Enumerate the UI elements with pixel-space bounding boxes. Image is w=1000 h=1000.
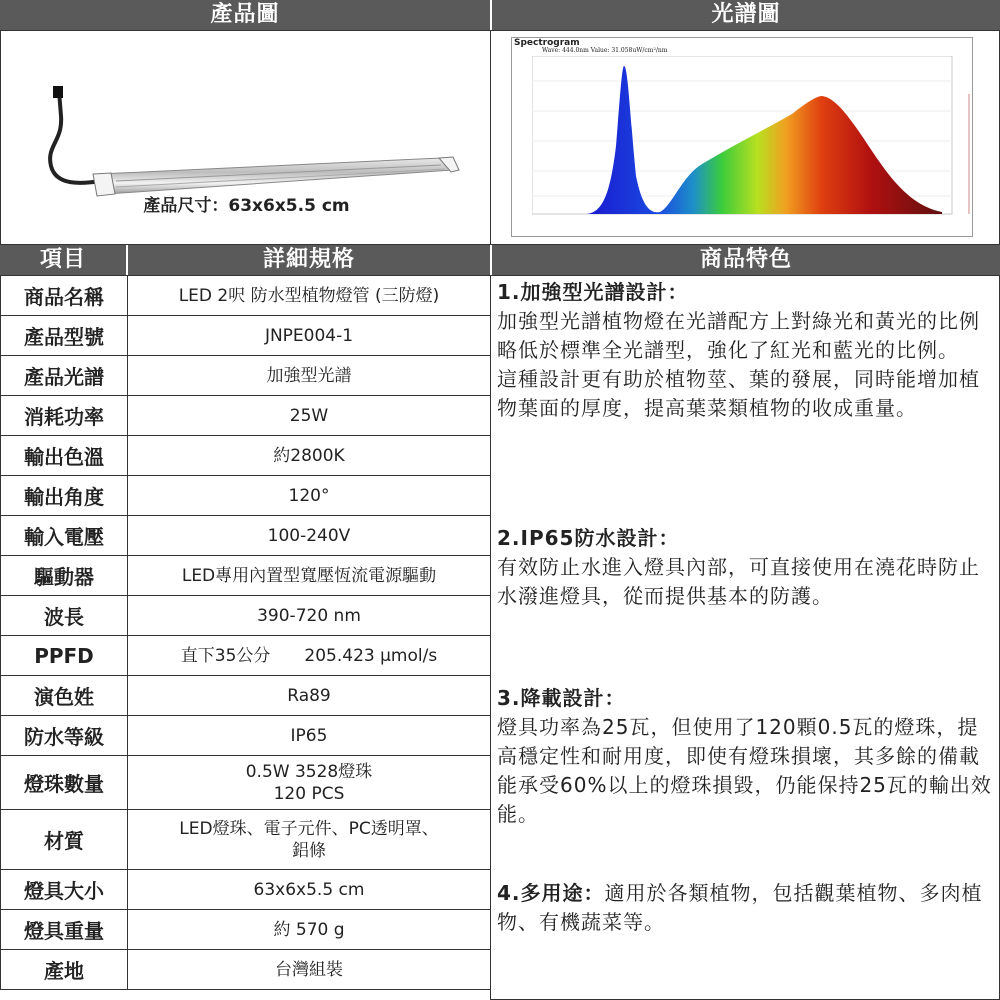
feature-title: 1.加強型光譜設計： bbox=[497, 280, 689, 304]
spec-value: LED 2呎 防水型植物燈管 (三防燈) bbox=[127, 275, 491, 316]
spec-label: PPFD bbox=[0, 635, 128, 676]
item-column-header: 項目 bbox=[0, 245, 126, 275]
spectrogram-frame bbox=[511, 37, 973, 237]
spec-label: 燈具重量 bbox=[0, 909, 128, 950]
feature-body: 燈具功率為25瓦，但使用了120顆0.5瓦的燈珠，提高穩定性和耐用度，即使有燈珠損壞，其多餘的備載能承受60%以上的燈珠損毀，仍能保持25瓦的輸出效能。 bbox=[497, 715, 992, 826]
product-size-caption: 產品尺寸：63x6x5.5 cm bbox=[143, 196, 350, 216]
product-image-panel bbox=[0, 30, 491, 245]
spec-value: IP65 bbox=[127, 715, 491, 756]
spec-label: 輸出角度 bbox=[0, 475, 128, 516]
feature-body: 有效防止水進入燈具內部，可直接使用在澆花時防止水潑進燈具，從而提供基本的防護。 bbox=[497, 555, 980, 608]
spec-value: 25W bbox=[127, 395, 491, 436]
spectrogram-subtitle: Wave: 444.0nm Value: 31.058uW/cm²/nm bbox=[542, 47, 668, 54]
features-panel bbox=[490, 275, 1000, 1000]
feature-4 bbox=[497, 879, 993, 937]
spec-label: 材質 bbox=[0, 809, 128, 870]
spec-label: 防水等級 bbox=[0, 715, 128, 756]
spec-label: 燈珠數量 bbox=[0, 755, 128, 810]
spec-value: 0.5W 3528燈珠 120 PCS bbox=[127, 755, 491, 810]
spectrum-image-header: 光譜圖 bbox=[492, 0, 1000, 30]
product-image-header: 產品圖 bbox=[0, 0, 490, 30]
feature-title: 2.IP65防水設計： bbox=[497, 526, 680, 550]
spec-value: 約 570 g bbox=[127, 909, 491, 950]
spec-value: 約2800K bbox=[127, 435, 491, 476]
spec-label: 產地 bbox=[0, 949, 128, 990]
spec-value: 390-720 nm bbox=[127, 595, 491, 636]
feature-title: 4.多用途： bbox=[497, 881, 605, 905]
spectrum-curve bbox=[532, 56, 972, 231]
feature-1 bbox=[497, 278, 993, 423]
spec-label: 輸出色溫 bbox=[0, 435, 128, 476]
spec-label: 商品名稱 bbox=[0, 275, 128, 316]
spec-value: 63x6x5.5 cm bbox=[127, 869, 491, 910]
spec-column-header: 詳細規格 bbox=[128, 245, 490, 275]
feature-3 bbox=[497, 684, 993, 829]
feature-body: 加強型光譜植物燈在光譜配方上對綠光和黃光的比例略低於標準全光譜型，強化了紅光和藍光的比例。 這種設計更有助於植物莖、葉的發展，同時能增加植物葉面的厚度，提高葉菜類植物的收成重量。 bbox=[497, 309, 980, 420]
feature-2 bbox=[497, 524, 993, 611]
spec-label: 波長 bbox=[0, 595, 128, 636]
spectrogram-title: Spectrogram bbox=[514, 38, 580, 48]
spec-value: JNPE004-1 bbox=[127, 315, 491, 356]
spec-label: 產品型號 bbox=[0, 315, 128, 356]
spec-value: 台灣組裝 bbox=[127, 949, 491, 990]
spec-label: 消耗功率 bbox=[0, 395, 128, 436]
spec-label: 演色姓 bbox=[0, 675, 128, 716]
spec-label: 輸入電壓 bbox=[0, 515, 128, 556]
led-tube-image bbox=[41, 86, 471, 206]
spec-label: 產品光譜 bbox=[0, 355, 128, 396]
feature-title: 3.降載設計： bbox=[497, 686, 626, 710]
feature-column-header: 商品特色 bbox=[492, 245, 1000, 275]
spec-value: LED燈珠、電子元件、PC透明罩、 鋁條 bbox=[127, 809, 491, 870]
spec-value: 100-240V bbox=[127, 515, 491, 556]
feature-body: 適用於各類植物，包括觀葉植物、多肉植物、有機蔬菜等。 bbox=[497, 881, 983, 934]
spec-label: 燈具大小 bbox=[0, 869, 128, 910]
spec-label: 驅動器 bbox=[0, 555, 128, 596]
spec-value: 直下35公分 205.423 µmol/s bbox=[127, 635, 491, 676]
spec-value: 加強型光譜 bbox=[127, 355, 491, 396]
spec-value: LED專用內置型寬壓恆流電源驅動 bbox=[127, 555, 491, 596]
spectrum-panel bbox=[490, 30, 1000, 245]
spec-value: Ra89 bbox=[127, 675, 491, 716]
spec-value: 120° bbox=[127, 475, 491, 516]
